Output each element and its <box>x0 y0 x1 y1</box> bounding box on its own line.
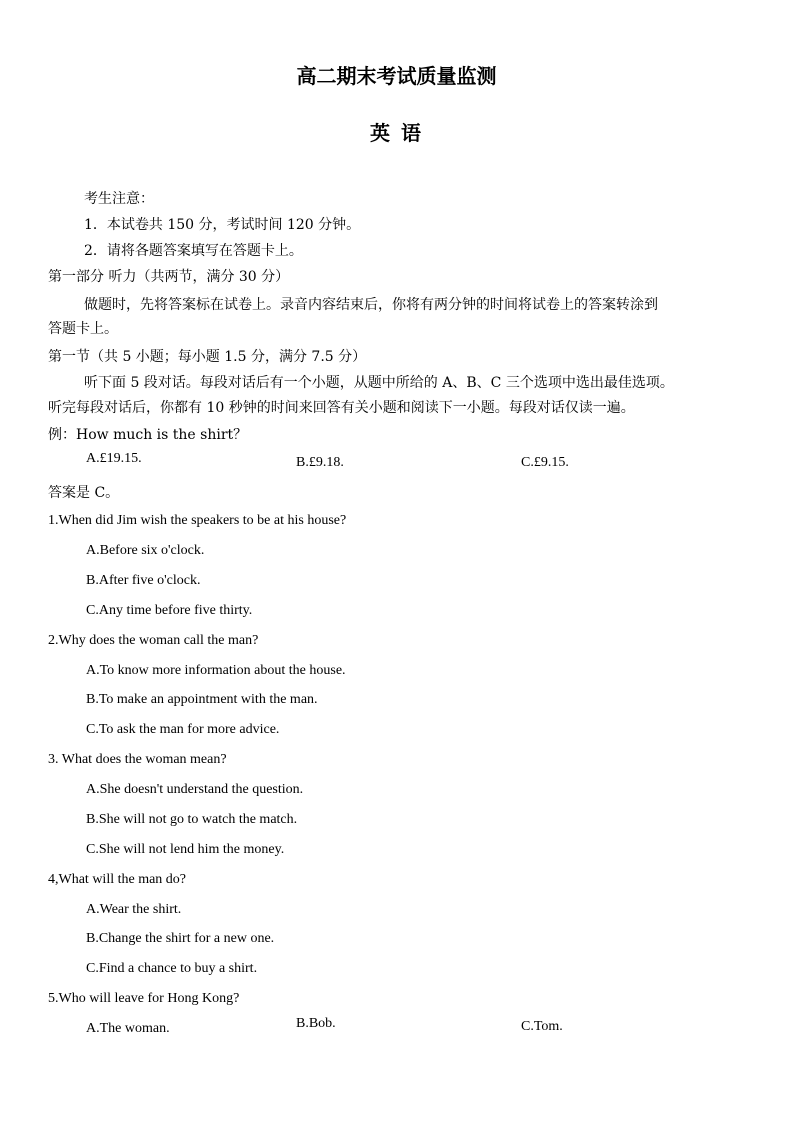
example-answer: 答案是 C。 <box>48 485 120 501</box>
question-2-option-a: A.To know more information about the house. <box>86 663 346 678</box>
section1-heading: 第一节（共 5 小题；每小题 1.5 分，满分 7.5 分） <box>48 349 367 365</box>
example-option-c: C.£9.15. <box>521 455 569 470</box>
question-4-option-c: C.Find a chance to buy a shirt. <box>86 961 258 976</box>
question-1-option-b: B.After five o'clock. <box>86 573 201 588</box>
question-1-stem: 1.When did Jim wish the speakers to be at his house? <box>48 513 347 528</box>
notice-item-1: 1．本试卷共 150 分，考试时间 120 分钟。 <box>84 217 361 233</box>
question-5-option-b: B.Bob. <box>296 1016 336 1031</box>
question-4-stem: 4,What will the man do? <box>48 872 187 887</box>
question-1-option-a: A.Before six o'clock. <box>86 543 205 558</box>
example-option-b: B.£9.18. <box>296 455 344 470</box>
question-2-stem: 2.Why does the woman call the man? <box>48 633 259 648</box>
question-3-option-a: A.She doesn't understand the question. <box>86 782 304 797</box>
question-3-stem: 3. What does the woman mean? <box>48 752 227 767</box>
notice-heading: 考生注意： <box>84 191 154 207</box>
question-1-option-c: C.Any time before five thirty. <box>86 603 253 618</box>
question-4-option-a: A.Wear the shirt. <box>86 902 182 917</box>
question-2-option-b: B.To make an appointment with the man. <box>86 692 318 707</box>
notice-item-2: 2．请将各题答案填写在答题卡上。 <box>84 243 303 259</box>
subject-title: 英 语 <box>370 121 423 145</box>
question-3-option-c: C.She will not lend him the money. <box>86 842 285 857</box>
question-2-option-c: C.To ask the man for more advice. <box>86 722 280 737</box>
example-option-a: A.£19.15. <box>86 451 142 466</box>
part1-heading: 第一部分 听力（共两节，满分 30 分） <box>48 269 290 285</box>
question-5-option-a: A.The woman. <box>86 1021 170 1036</box>
question-3-option-b: B.She will not go to watch the match. <box>86 812 298 827</box>
part1-instruction-line-2: 答题卡上。 <box>48 321 118 337</box>
question-5-option-c: C.Tom. <box>521 1019 563 1034</box>
part1-instruction-line-1: 做题时，先将答案标在试卷上。录音内容结束后，你将有两分钟的时间将试卷上的答案转涂到 <box>84 297 658 313</box>
section1-instruction-line-1: 听下面 5 段对话。每段对话后有一个小题，从题中所给的 A、B、C 三个选项中选出最佳选项。 <box>84 375 674 391</box>
example-question: 例：How much is the shirt？ <box>48 427 248 443</box>
question-4-option-b: B.Change the shirt for a new one. <box>86 931 275 946</box>
exam-title: 高二期末考试质量监测 <box>296 64 497 88</box>
section1-instruction-line-2: 听完每段对话后，你都有 10 秒钟的时间来回答有关小题和阅读下一小题。每段对话仅读一遍。 <box>48 400 635 416</box>
question-5-stem: 5.Who will leave for Hong Kong? <box>48 991 240 1006</box>
